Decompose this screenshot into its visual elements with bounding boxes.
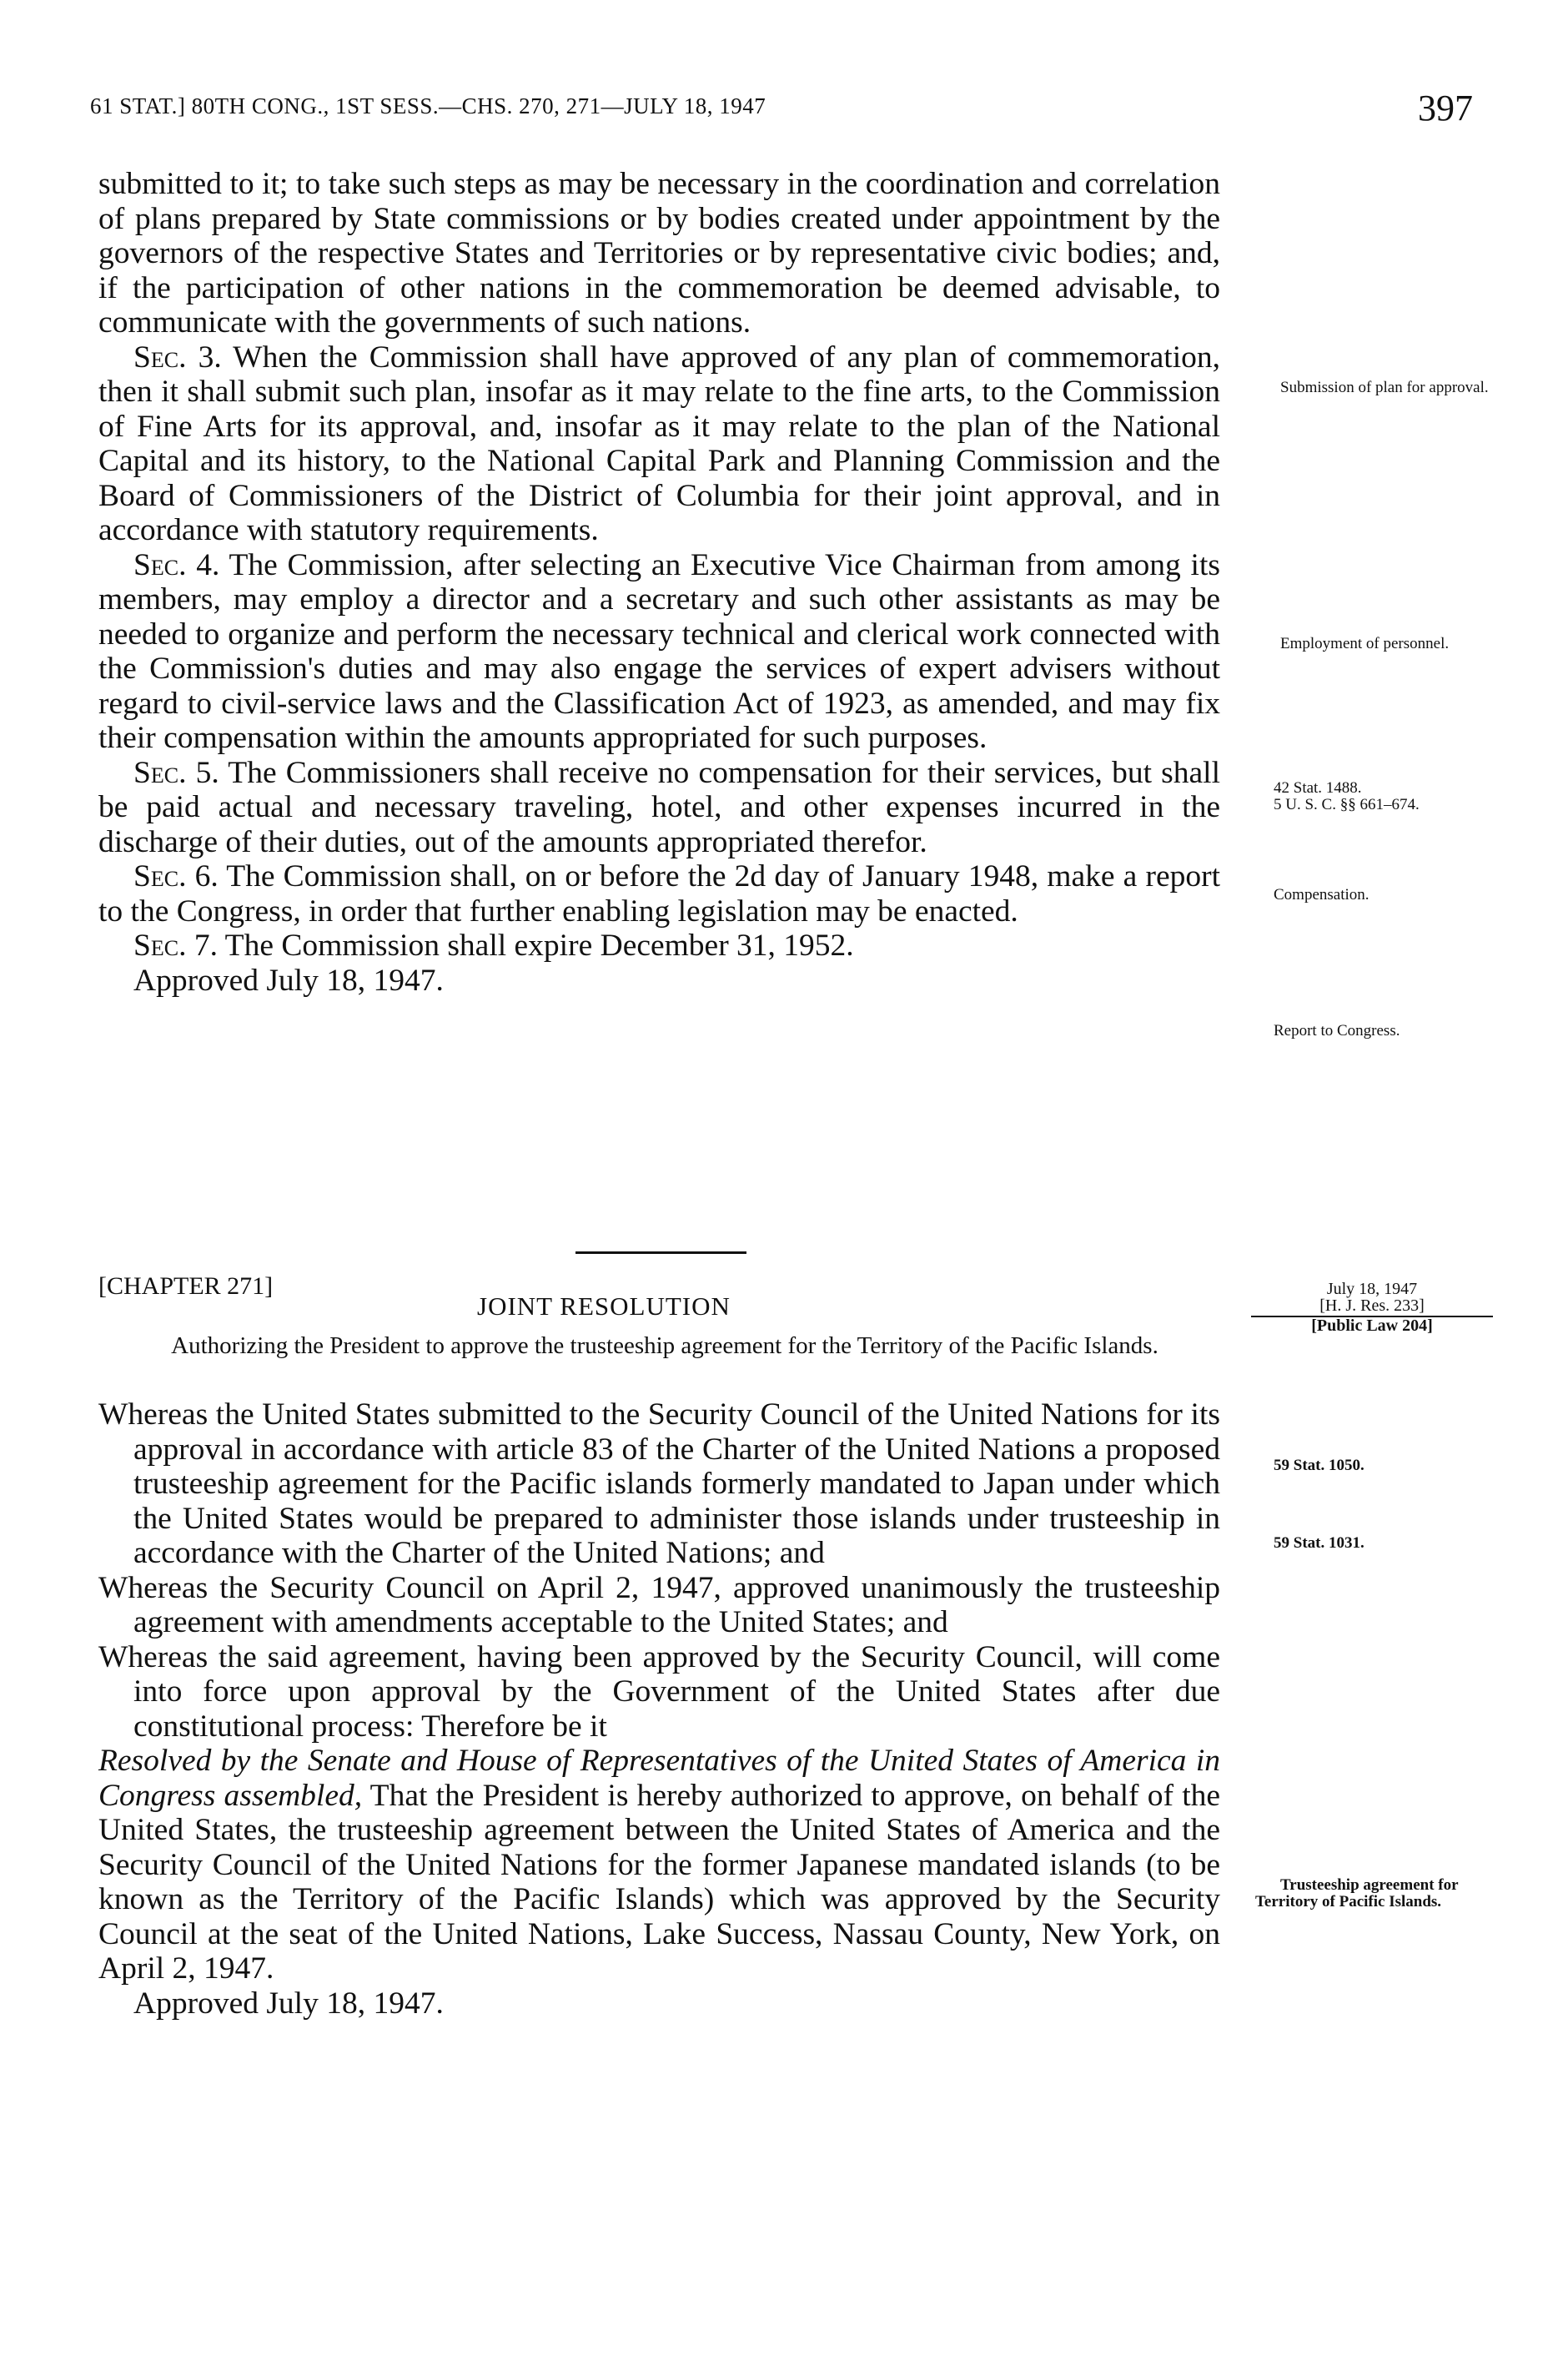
- margin-note-stat-1031: 59 Stat. 1031.: [1274, 1534, 1364, 1552]
- public-law-number: [Public Law 204]: [1311, 1316, 1433, 1335]
- resolution-type: JOINT RESOLUTION: [477, 1291, 731, 1321]
- margin-note-employment: Employment of personnel.: [1280, 635, 1450, 652]
- chapter-271-text: [98, 1397, 1220, 2021]
- margin-note-submission: Submission of plan for approval.: [1280, 379, 1489, 396]
- paragraph: submitted to it; to take such steps as may be necessary in the coordination and correlation of plans prepared by State commissions or by bodies created under appointment by the governors of the respective States and Territories or by representative civic bodies; and, if the participation of other nations in the commemoration be deemed advisable, to communicate with the governments of such nations.: [98, 167, 1220, 340]
- resolving-clause: [98, 1744, 1220, 1986]
- divider-rule: [575, 1251, 746, 1254]
- chapter-270-text: [98, 167, 1220, 998]
- section-text: The Commission shall, on or before the 2d day of January 1948, make a report to the Congress, in order that further enabling legislation may be enacted.: [98, 859, 1220, 929]
- enactment-sidebox: [1251, 1281, 1493, 1334]
- margin-note-compensation: Compensation.: [1274, 886, 1369, 904]
- section-label: Sec. 6.: [133, 859, 219, 894]
- section-text: The Commissioners shall receive no compensation for their services, but shall be paid actual and necessary traveling, hotel, and other expenses incurred in the discharge of their duties, out of the amounts appropriated therefor.: [98, 755, 1220, 859]
- section-5: [98, 756, 1220, 860]
- approved-line: Approved July 18, 1947.: [133, 963, 444, 998]
- resolution-text: That the President is hereby authorized to approve, on behalf of the United States, the trusteeship agreement between the United States of America and the Security Council of the United Nations for the former Japanese mandated islands (to be known as the Territory of the Pacific Islands) which was approved by the Security Council at the seat of the United Nations, Lake Success, Nassau County, New York, on April 2, 1947.: [98, 1778, 1221, 1986]
- section-label: Sec. 7.: [133, 929, 218, 963]
- section-3: [98, 340, 1220, 548]
- section-label: Sec. 4.: [133, 547, 220, 582]
- approved-line: Approved July 18, 1947.: [133, 1986, 444, 2021]
- section-7: [98, 929, 1220, 964]
- section-4: [98, 548, 1220, 756]
- section-label: Sec. 3.: [133, 340, 222, 375]
- section-label: Sec. 5.: [133, 755, 219, 790]
- section-text: The Commission shall expire December 31, 1952.: [217, 929, 854, 963]
- resolution-title: Authorizing the President to approve the trusteeship agreement for the Territory of the Pacific Islands.: [171, 1332, 1158, 1359]
- margin-note-trusteeship: Trusteeship agreement for Territory of Pacific Islands.: [1255, 1876, 1459, 1910]
- section-text: When the Commission shall have approved of any plan of commemoration, then it shall submit such plan, insofar as it may relate to the fine arts, to the Commission of Fine Arts for its approval, and, insofar as it may relate to the plan of the National Capital and its history, to the National Capital Park and Planning Commission and the Board of Commissioners of the District of Columbia for their joint approval, and in accordance with statutory requirements.: [98, 340, 1220, 547]
- section-text: The Commission, after selecting an Executive Vice Chairman from among its members, may employ a director and a secretary and such other assistants as may be needed to organize and perform the necessary technical and clerical work connected with the Commission's duties and may also engage the services of expert advisers without regard to civil-service laws and the Classification Act of 1923, as amended, and may fix their compensation within the amounts appropriated for such purposes.: [98, 547, 1220, 755]
- margin-note-citation-2: 5 U. S. C. §§ 661–674.: [1274, 796, 1420, 813]
- running-head: 61 STAT.] 80TH CONG., 1ST SESS.—CHS. 270, 271—JULY 18, 1947: [90, 93, 766, 118]
- chapter-number: [CHAPTER 271]: [98, 1272, 274, 1300]
- page-number: 397: [1418, 88, 1473, 128]
- whereas-clause-1: Whereas the United States submitted to the Security Council of the United Nations for its approval in accordance with article 83 of the Charter of the United Nations a proposed trusteeship agreement for the Pacific islands formerly mandated to Japan under which the United States would be prepared to administer those islands under trusteeship in accordance with the Charter of the United Nations; and: [98, 1397, 1220, 1570]
- enacting-formula: Resolved by the Senate and House of Representatives of the United States of America in Congress assembled,: [98, 1744, 1220, 1813]
- section-6: [98, 859, 1220, 929]
- whereas-clause-3: Whereas the said agreement, having been approved by the Security Council, will come into force upon approval by the Government of the United States after due constitutional process: Therefore be it: [98, 1639, 1220, 1744]
- whereas-clause-2: Whereas the Security Council on April 2, 1947, approved unanimously the trusteeship agreement with amendments acceptable to the United States; and: [98, 1570, 1220, 1639]
- bill-number: [H. J. Res. 233]: [1319, 1296, 1425, 1315]
- margin-note-citation-1: 42 Stat. 1488.: [1274, 779, 1362, 797]
- margin-note-report: Report to Congress.: [1274, 1022, 1400, 1040]
- margin-note-stat-1050: 59 Stat. 1050.: [1274, 1457, 1364, 1474]
- date: July 18, 1947: [1326, 1280, 1418, 1298]
